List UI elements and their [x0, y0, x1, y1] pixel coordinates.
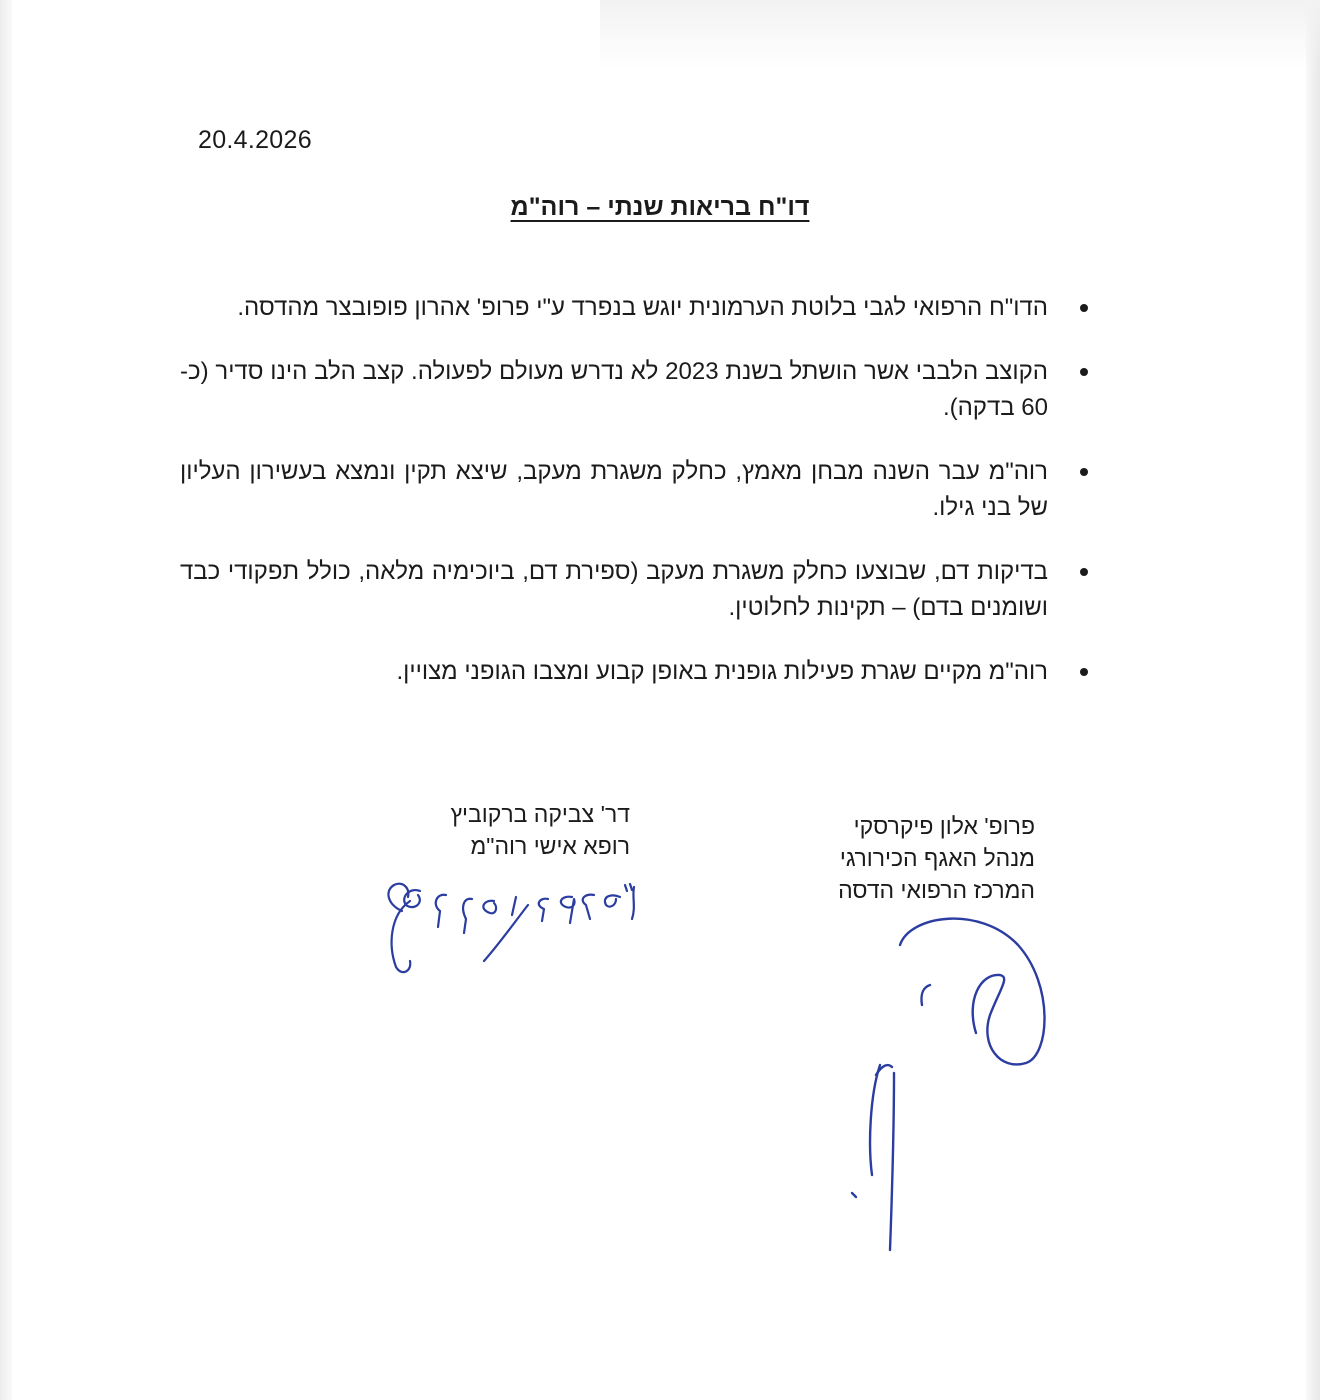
finding-pacemaker: [180, 354, 1110, 426]
signatory-name: דר' צביקה ברקוביץ: [450, 801, 630, 827]
signatory-name: פרופ' אלון פיקרסקי: [853, 813, 1035, 839]
handwritten-signature-right: [840, 905, 1070, 1260]
scan-edge-left: [0, 0, 12, 1400]
finding-text: בדיקות דם, שבוצעו כחלק משגרת מעקב (ספירת דם, ביוכימיה מלאה, כולל תפקודי כבד ושומנים בדם) – תקינות לחלוטין.: [180, 558, 1048, 621]
finding-prostate: [180, 290, 1110, 326]
document-title: דו"ח בריאות שנתי – רוה"מ: [510, 193, 810, 221]
finding-blood-tests: [180, 554, 1110, 626]
signatory-surgery-director: [800, 810, 1035, 906]
bullet-icon: [1080, 468, 1088, 476]
scan-edge-right: [1306, 0, 1320, 1400]
finding-fitness: [180, 654, 1110, 690]
signatory-personal-physician: [420, 798, 630, 862]
signatory-organization: המרכז הרפואי הדסה: [838, 877, 1035, 903]
handwritten-signature-left: [380, 875, 650, 980]
finding-text: רוה"מ מקיים שגרת פעילות גופנית באופן קבוע ומצבו הגופני מצויין.: [396, 658, 1048, 685]
finding-text: הדו"ח הרפואי לגבי בלוטת הערמונית יוגש בנפרד ע"י פרופ' אהרון פופובצר מהדסה.: [237, 294, 1048, 321]
scan-edge-top: [600, 0, 1320, 70]
finding-text: רוה"מ עבר השנה מבחן מאמץ, כחלק משגרת מעקב, שיצא תקין ונמצא בעשירון העליון של בני גילו.: [180, 458, 1048, 521]
signatory-role: רופא אישי רוה"מ: [470, 833, 630, 859]
document-date: 20.4.2026: [198, 126, 312, 154]
bullet-icon: [1080, 368, 1088, 376]
bullet-icon: [1080, 568, 1088, 576]
finding-stress-test: [180, 454, 1110, 526]
bullet-icon: [1080, 304, 1088, 312]
signatory-role: מנהל האגף הכירורגי: [839, 845, 1035, 871]
findings-list: [180, 290, 1110, 718]
finding-text: הקוצב הלבבי אשר הושתל בשנת 2023 לא נדרש מעולם לפעולה. קצב הלב הינו סדיר (כ- 60 בדקה).: [180, 358, 1048, 421]
bullet-icon: [1080, 668, 1088, 676]
